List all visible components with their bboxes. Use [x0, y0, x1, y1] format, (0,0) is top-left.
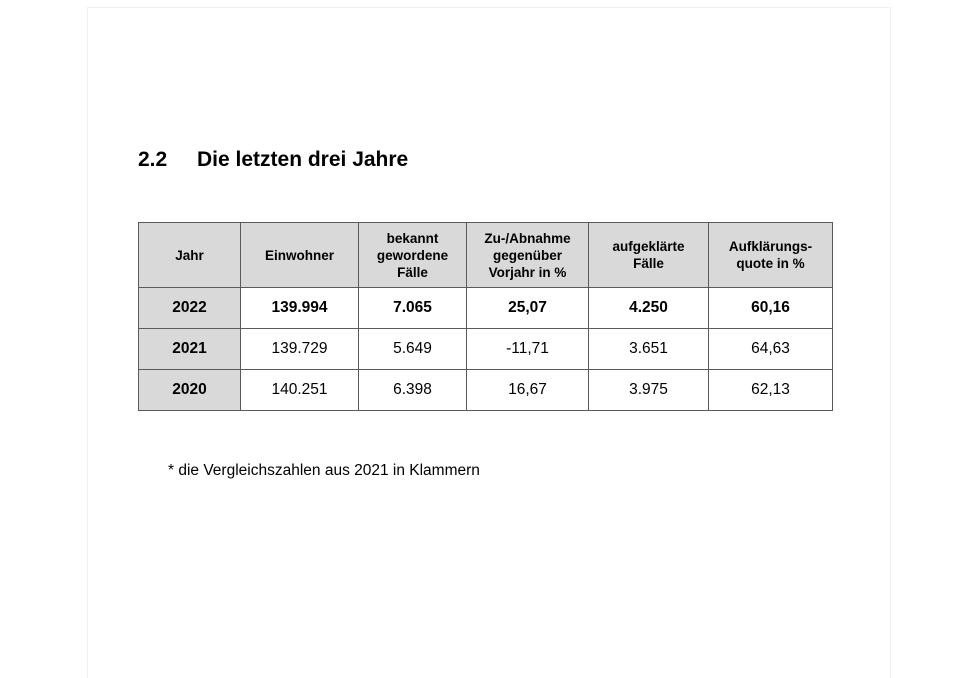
header-zu-abnahme: Zu-/Abnahme gegenüber Vorjahr in %	[467, 223, 589, 288]
crime-statistics-table	[138, 222, 833, 411]
cell-einwohner: 139.729	[241, 329, 359, 370]
table-row	[139, 288, 833, 329]
table-row	[139, 329, 833, 370]
table-header-row	[139, 223, 833, 288]
header-bekannt-gewordene-faelle: bekannt gewordene Fälle	[359, 223, 467, 288]
header-aufklaerungsquote: Aufklärungs- quote in %	[709, 223, 833, 288]
cell-veraenderung: 25,07	[467, 288, 589, 329]
cell-faelle: 6.398	[359, 370, 467, 411]
cell-einwohner: 139.994	[241, 288, 359, 329]
section-heading	[138, 148, 408, 172]
table-row	[139, 370, 833, 411]
footnote: * die Vergleichszahlen aus 2021 in Klammern	[168, 462, 480, 479]
cell-year: 2020	[139, 370, 241, 411]
cell-aufgeklaert: 3.651	[589, 329, 709, 370]
section-title: Die letzten drei Jahre	[197, 148, 409, 171]
header-jahr: Jahr	[139, 223, 241, 288]
cell-year: 2022	[139, 288, 241, 329]
header-einwohner: Einwohner	[241, 223, 359, 288]
cell-veraenderung: -11,71	[467, 329, 589, 370]
cell-aufgeklaert: 3.975	[589, 370, 709, 411]
cell-veraenderung: 16,67	[467, 370, 589, 411]
cell-faelle: 7.065	[359, 288, 467, 329]
cell-einwohner: 140.251	[241, 370, 359, 411]
cell-year: 2021	[139, 329, 241, 370]
cell-quote: 60,16	[709, 288, 833, 329]
header-aufgeklaerte-faelle: aufgeklärte Fälle	[589, 223, 709, 288]
cell-quote: 64,63	[709, 329, 833, 370]
cell-aufgeklaert: 4.250	[589, 288, 709, 329]
section-number: 2.2	[138, 148, 168, 171]
cell-faelle: 5.649	[359, 329, 467, 370]
cell-quote: 62,13	[709, 370, 833, 411]
